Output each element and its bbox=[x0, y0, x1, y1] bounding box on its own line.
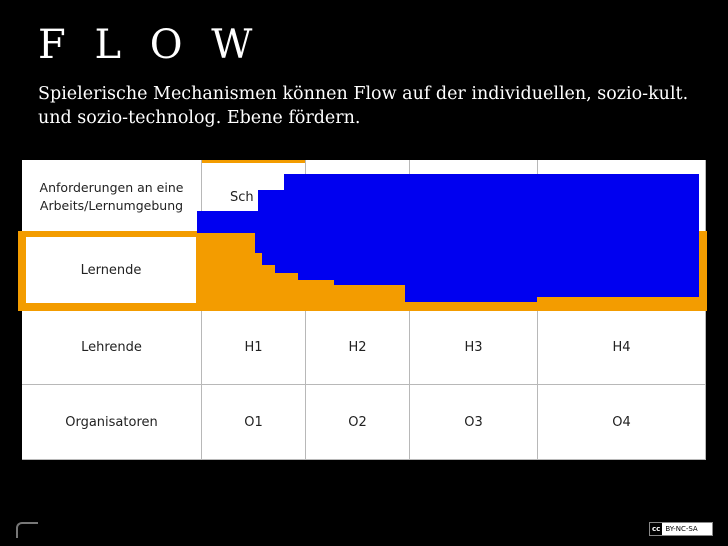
corner-mark-icon bbox=[16, 522, 38, 538]
overlay-block-mid-4 bbox=[298, 273, 699, 280]
overlay-block-mid-2 bbox=[262, 253, 699, 265]
header-col-1: Sch bbox=[202, 160, 306, 235]
row-organisatoren-label: Organisatoren bbox=[22, 385, 202, 460]
slide-title: F L O W bbox=[38, 22, 261, 68]
row-lehrende-cell-1: H1 bbox=[202, 310, 306, 385]
row-lehrende-cell-3: H3 bbox=[410, 310, 538, 385]
highlight-top-accent bbox=[202, 160, 305, 163]
license-badge[interactable] bbox=[649, 522, 713, 536]
row-lehrende-cell-2: H2 bbox=[306, 310, 410, 385]
row-lehrende-cell-4: H4 bbox=[538, 310, 706, 385]
row-lehrende-label: Lehrende bbox=[22, 310, 202, 385]
overlay-block-low bbox=[405, 285, 537, 302]
row-organisatoren-cell-1: O1 bbox=[202, 385, 306, 460]
overlay-block-top bbox=[284, 174, 699, 236]
overlay-block-right bbox=[537, 285, 699, 297]
overlay-block-step-b bbox=[197, 211, 263, 233]
slide-subtitle: Spielerische Mechanismen können Flow auf der individuellen, sozio-kult. und sozio-technolog. Ebene fördern. bbox=[38, 84, 689, 128]
cc-icon: cc bbox=[652, 525, 661, 533]
header-requirements-cell: Anforderungen an eine Arbeits/Lernumgebung bbox=[22, 160, 202, 235]
overlay-block-mid-1 bbox=[255, 233, 699, 253]
license-text: BY-NC-SA bbox=[665, 525, 698, 533]
row-organisatoren-cell-4: O4 bbox=[538, 385, 706, 460]
row-organisatoren-cell-3: O3 bbox=[410, 385, 538, 460]
overlay-block-mid-3 bbox=[275, 265, 699, 273]
overlay-block-step-a bbox=[258, 190, 298, 236]
row-organisatoren-cell-2: O2 bbox=[306, 385, 410, 460]
row-lernende-label: Lernende bbox=[26, 237, 196, 303]
